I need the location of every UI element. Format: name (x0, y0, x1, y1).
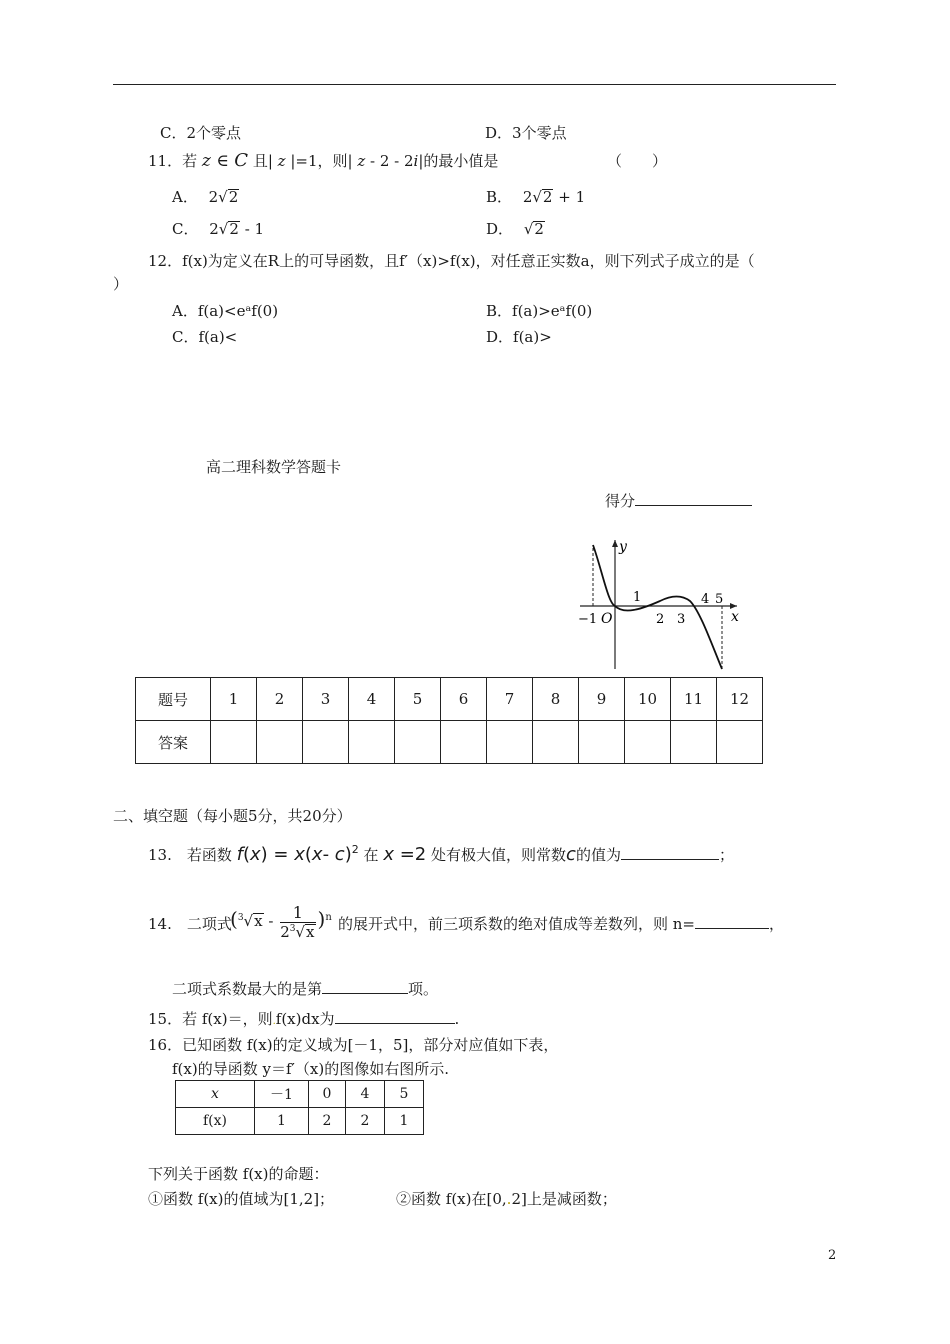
question-number-cell: 5 (395, 678, 441, 721)
q11-text-end: |的最小值是 (418, 152, 499, 170)
question-number-cell: 10 (625, 678, 671, 721)
answer-cell[interactable] (349, 721, 395, 764)
graph-origin-label: O (601, 611, 613, 627)
question-number-cell: 7 (487, 678, 533, 721)
q14-text-mid: 的展开式中，前三项系数的绝对值成等差数列，则 n= (338, 915, 695, 933)
q16-proposition-2-start: ②函数 f(x)在[0, (396, 1190, 507, 1208)
graph-tick-5: 5 (715, 592, 724, 607)
answer-cell[interactable] (625, 721, 671, 764)
q11-option-c: C． 2√2 - 1 (172, 220, 265, 238)
q14-expression: ($^3$√x - $\frac{1}{2^3√x}$ )$^n$ (230, 903, 332, 941)
graph-tick-minus1: −1 (578, 612, 598, 627)
q14-line2-start: 二项式系数最大的是第 (172, 980, 323, 998)
value-table-header: 5 (385, 1081, 424, 1108)
graph-y-label: y (619, 539, 627, 555)
q15-answer-blank[interactable] (335, 1009, 455, 1024)
q11-number: 11．若 (148, 152, 198, 170)
graph-tick-2: 2 (656, 612, 665, 627)
value-table-cell: 2 (309, 1108, 346, 1135)
question-15: 15．若 f(x)＝，则.f(x)dx为 . (148, 1010, 460, 1028)
q16-line1: 16．已知函数 f(x)的定义域为[－1，5]，部分对应值如下表， (148, 1036, 559, 1054)
answer-cell[interactable] (211, 721, 257, 764)
question-14-text (338, 913, 784, 934)
answer-cell[interactable] (395, 721, 441, 764)
answer-cell[interactable] (441, 721, 487, 764)
question-number-cell: 12 (717, 678, 763, 721)
question-14-line2 (172, 978, 438, 999)
answer-cell[interactable] (303, 721, 349, 764)
q13-text-mid2: 处有极大值，则常数 (431, 846, 567, 864)
graph-tick-4: 4 (701, 592, 710, 607)
question-number-cell: 6 (441, 678, 487, 721)
q14-number: 14. 二项式 (148, 915, 232, 933)
table-row (176, 1108, 424, 1135)
answer-cell[interactable] (487, 721, 533, 764)
graph-x-label: x (731, 609, 739, 625)
q12-option-a: A．f(a)<eᵃf(0) (172, 302, 279, 320)
y-axis-arrow (612, 540, 618, 547)
q11-text-mid2: |=1，则| (290, 152, 353, 170)
value-table-row-label: f(x) (176, 1108, 255, 1135)
q10-option-d: D．3个零点 (485, 124, 567, 142)
q12-option-d: D．f(a)> (486, 328, 552, 346)
question-number-header: 题号 (136, 678, 211, 721)
q13-text-start: 13. 若函数 (148, 846, 232, 864)
value-table-header: x (176, 1081, 255, 1108)
q11-option-b: B． 2√2 + 1 (486, 188, 586, 206)
answer-table (135, 677, 763, 764)
answer-cell[interactable] (257, 721, 303, 764)
table-row (136, 678, 763, 721)
header-rule (113, 84, 836, 85)
table-row (136, 721, 763, 764)
answer-cell[interactable] (533, 721, 579, 764)
q13-text-end: 的值为 (575, 846, 621, 864)
derivative-curve (593, 545, 722, 669)
value-table-cell: 1 (385, 1108, 424, 1135)
q11-option-b-label: B． (486, 188, 513, 206)
question-number-cell: 11 (671, 678, 717, 721)
answer-card-title: 高二理科数学答题卡 (206, 458, 342, 476)
score-blank (635, 491, 752, 506)
q13-text-tail: ； (718, 846, 734, 864)
score-label: 得分 (605, 492, 636, 510)
q11-option-c-label: C． (172, 220, 199, 238)
page-number: 2 (828, 1248, 837, 1263)
question-number-cell: 2 (257, 678, 303, 721)
q11-option-d: D． √2 (486, 220, 544, 238)
q15-text-end: . (454, 1010, 460, 1028)
question-number-cell: 1 (211, 678, 257, 721)
q13-text-mid: 在 (363, 846, 379, 864)
q11-text-mid: 且| (252, 152, 273, 170)
question-number-cell: 9 (579, 678, 625, 721)
q11-option-a-label: A． (172, 188, 198, 206)
table-row (176, 1081, 424, 1108)
value-table-cell: 1 (255, 1108, 309, 1135)
section-2-heading: 二、填空题（每小题5分，共20分） (113, 807, 352, 825)
derivative-graph (572, 535, 742, 673)
answer-cell[interactable] (717, 721, 763, 764)
q16-propositions-intro: 下列关于函数 f(x)的命题： (148, 1165, 329, 1183)
q16-proposition-2-end: 2]上是减函数； (511, 1190, 617, 1208)
q12-option-c: C．f(a)< (172, 328, 238, 346)
graph-tick-1: 1 (633, 590, 642, 605)
q14-line2-end: 项。 (408, 980, 439, 998)
q16-value-table (175, 1080, 424, 1135)
q16-proposition-2: ②函数 f(x)在[0,.2]上是减函数； (396, 1190, 617, 1208)
graph-tick-3: 3 (677, 612, 686, 627)
value-table-header: 4 (346, 1081, 385, 1108)
q11-option-d-label: D． (486, 220, 514, 238)
q16-proposition-1: ①函数 f(x)的值域为[1,2]； (148, 1190, 335, 1208)
q12-line2: ） (113, 275, 129, 293)
q14-answer-blank-1[interactable] (695, 914, 769, 929)
score-field (605, 490, 752, 511)
q15-text-start: 15．若 f(x)＝，则 (148, 1010, 273, 1028)
q15-text-mid: f(x)dx为 (275, 1010, 335, 1028)
value-table-header: －1 (255, 1081, 309, 1108)
answer-cell[interactable] (579, 721, 625, 764)
question-number-cell: 4 (349, 678, 395, 721)
q11-answer-paren: （ ） (607, 152, 668, 170)
q12-option-b: B．f(a)>eᵃf(0) (486, 302, 593, 320)
q16-line2: f(x)的导函数 y＝f′（x)的图像如右图所示. (172, 1060, 449, 1078)
q12-line1: 12．f(x)为定义在R上的可导函数，且f′（x)>f(x)，对任意正实数a，则下列式子成立的是（ (148, 252, 755, 270)
answer-cell[interactable] (671, 721, 717, 764)
value-table-cell: 2 (346, 1108, 385, 1135)
value-table-header: 0 (309, 1081, 346, 1108)
q14-text-tail: ， (769, 915, 785, 933)
q10-option-c: C．2个零点 (160, 124, 242, 142)
q11-option-a: A． 2√2 (172, 188, 239, 206)
question-number-cell: 3 (303, 678, 349, 721)
question-13: 13. 若函数 f(x) = x(x- c)$^2$ 在 x =2 处有极大值，则常数c的值为 ； (148, 843, 734, 865)
answer-header: 答案 (136, 721, 211, 764)
q14-answer-blank-2[interactable] (322, 979, 408, 994)
question-11: 11．若 z ∈ C 且| z |=1，则| z - 2 - 2i|的最小值是 (148, 150, 499, 171)
question-number-cell: 8 (533, 678, 579, 721)
q13-answer-blank[interactable] (621, 845, 719, 860)
